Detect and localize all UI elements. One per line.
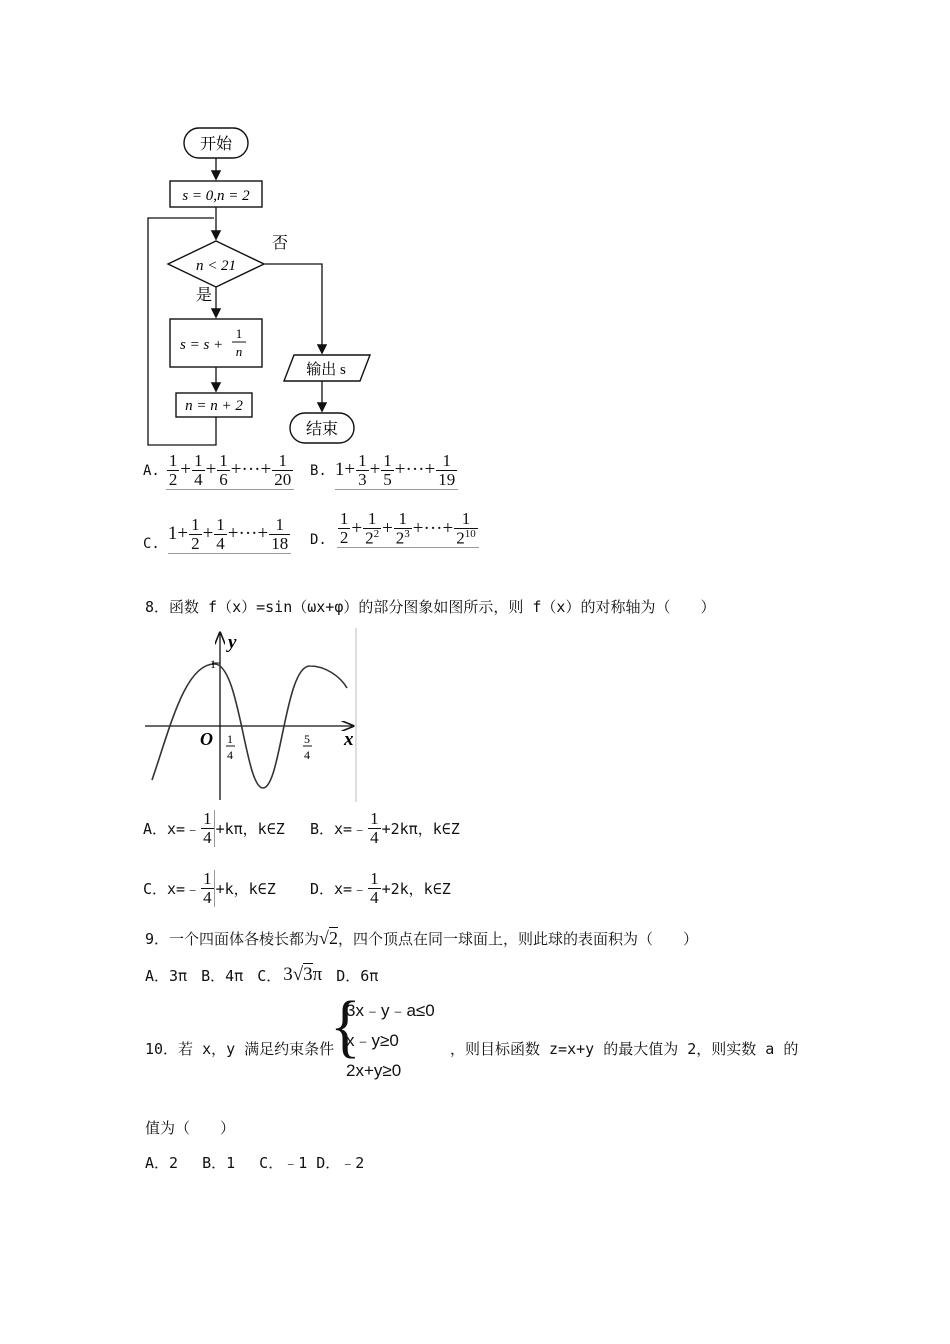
q7-option-a: A. $\frac{1}{2}$ + $\frac{1}{4}$ + $\frac{1}{6}$ +···+ $\frac{1}{20}$ [143, 452, 294, 490]
body-frac-num: 1 [235, 326, 243, 341]
q7-option-c: C. 1+ $\frac{1}{2}$ + $\frac{1}{4}$ +···+ $\frac{1}{18}$ [143, 516, 291, 554]
output-label: 输出 s [306, 362, 346, 378]
yes-label: 是 [196, 287, 213, 304]
y-axis-label: y [228, 632, 237, 653]
flowchart [140, 120, 380, 450]
q8-option-c: C．x=﹣ $\frac{1}{4}$ +k，k∈Z [143, 869, 276, 907]
condition-label: n < 21 [195, 258, 237, 274]
constraint-1: 3x﹣y﹣a≤0 [346, 1001, 435, 1020]
q8-stem: 8．函数 f（x）=sin（ωx+φ）的部分图象如图所示，则 f（x）的对称轴为（ ） [145, 598, 716, 616]
q10-stem-cont: 值为（ ） [145, 1119, 236, 1137]
constraint-2: x﹣y≥0 [346, 1031, 399, 1050]
tick1-den: 4 [227, 748, 233, 762]
body-label: s = s + [180, 337, 224, 353]
q8-option-b: B．x=﹣ $\frac{1}{4}$ +2kπ，k∈Z [310, 809, 460, 847]
origin-label: O [200, 729, 213, 749]
body-frac-den: n [235, 344, 243, 359]
end-label: 结束 [305, 421, 339, 438]
constraint-brace: { [330, 986, 361, 1065]
q8-option-d: D．x=﹣ $\frac{1}{4}$ +2k，k∈Z [310, 869, 451, 907]
q8-option-a: A．x=﹣ $\frac{1}{4}$ +kπ，k∈Z [143, 809, 285, 847]
q8-graph [140, 628, 365, 804]
constraint-system [346, 996, 435, 1086]
q7-option-b: B. 1+ $\frac{1}{3}$ + $\frac{1}{5}$ +···+ $\frac{1}{19}$ [310, 452, 458, 490]
x-axis-label: x [344, 729, 354, 750]
init-label: s = 0,n = 2 [182, 188, 250, 204]
start-label: 开始 [199, 136, 233, 153]
increment-label: n = n + 2 [185, 398, 243, 414]
q10-options: A．2 B．1 C．﹣1 D．﹣2 [145, 1154, 365, 1172]
q9-options: A．3π B．4π C． 3√3π D．6π [145, 964, 379, 985]
constraint-3: 2x+y≥0 [346, 1061, 402, 1080]
peak-label: 1 [210, 657, 216, 671]
no-label: 否 [272, 235, 289, 252]
q9-stem: 9．一个四面体各棱长都为 √2 ，四个顶点在同一球面上，则此球的表面积为（ ） [145, 928, 698, 948]
tick2-den: 4 [304, 748, 310, 762]
q10-stem-post: ，则目标函数 z=x+y 的最大值为 2，则实数 a 的 [450, 1040, 799, 1058]
q10-stem-pre: 10．若 x，y 满足约束条件 [145, 1040, 335, 1058]
q7-option-d: D. $\frac{1}{2}$ + $\frac{1}{2^2}$ + $\frac{1}{2^3}$ +···+ $\frac{1}{2^{10}}$ [310, 510, 479, 548]
tick1-num: 1 [227, 732, 233, 746]
tick2-num: 5 [304, 732, 310, 746]
